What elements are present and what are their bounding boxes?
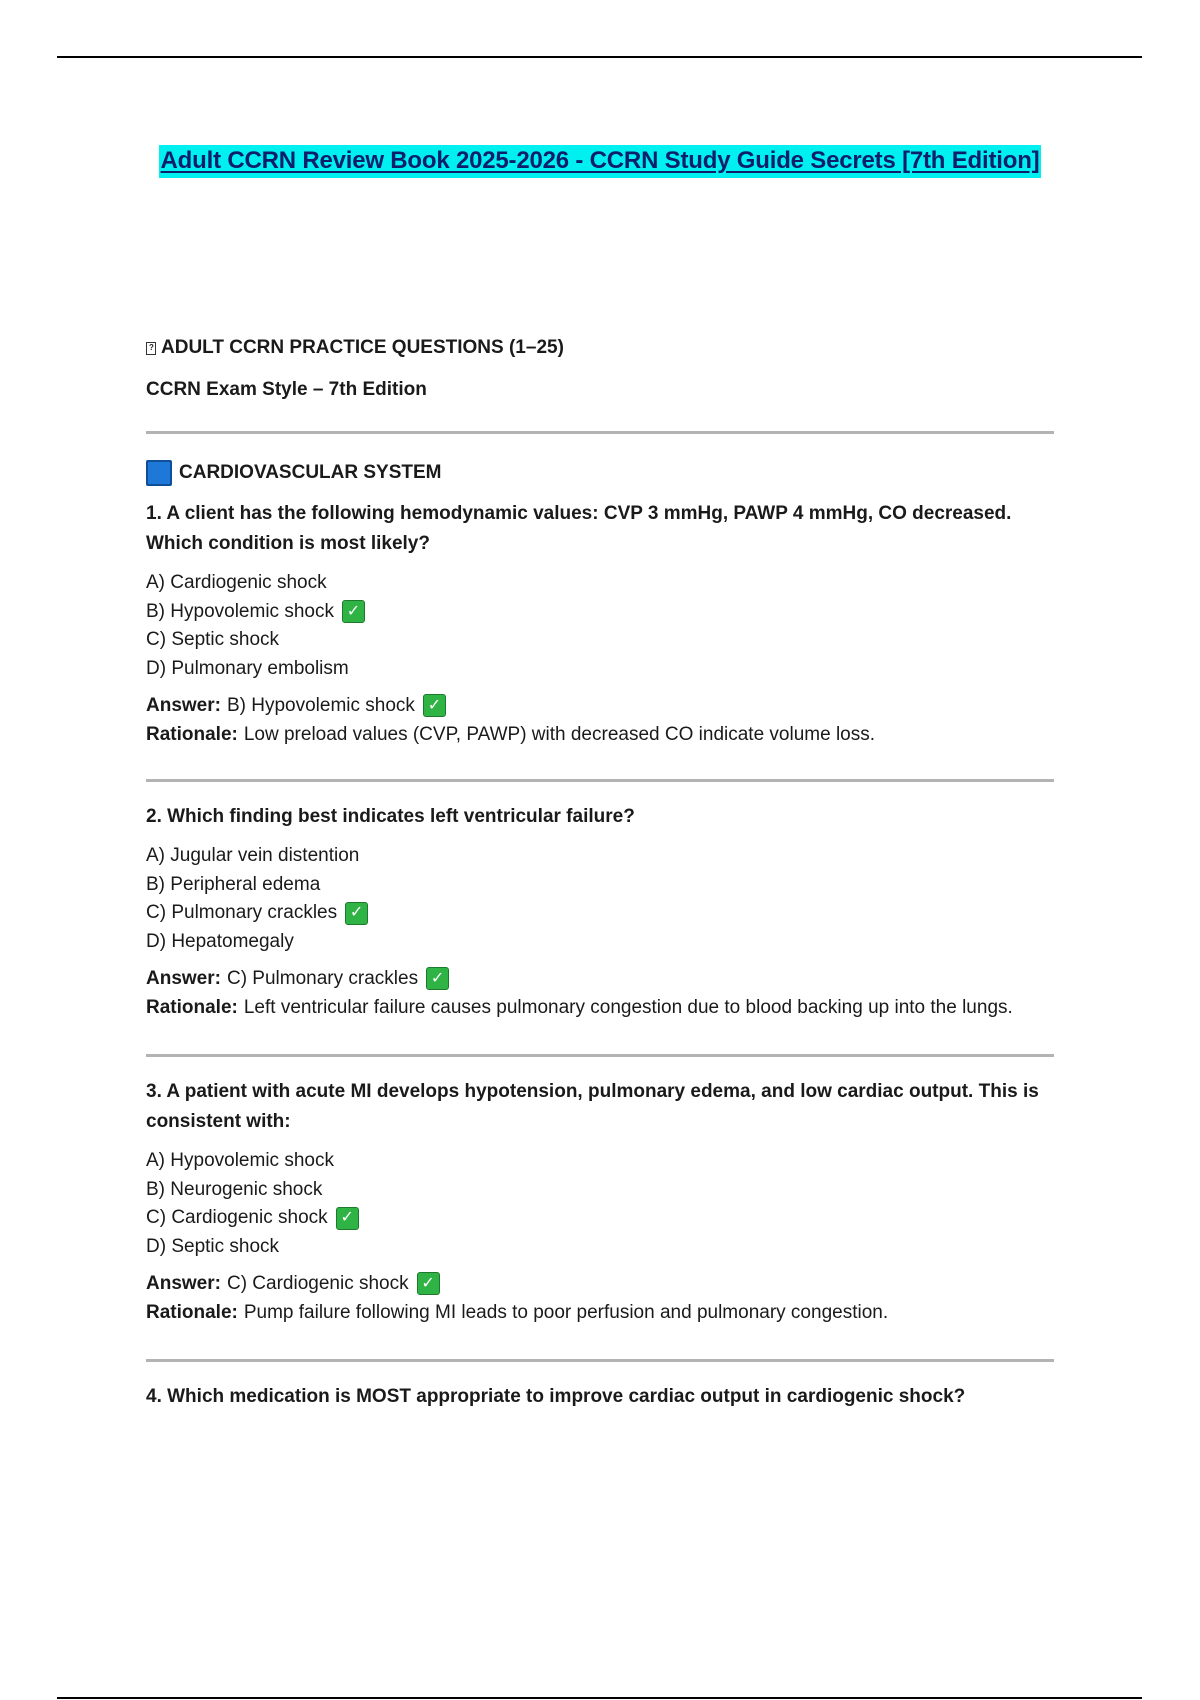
answer-line bbox=[146, 691, 1056, 720]
rationale-line bbox=[146, 1298, 1056, 1327]
title-container bbox=[0, 145, 1200, 178]
check-mark-button-icon: ✓ bbox=[336, 1207, 359, 1230]
option-text: C) Cardiogenic shock bbox=[146, 1207, 328, 1228]
document-content bbox=[146, 335, 1056, 1412]
practice-questions-heading bbox=[146, 335, 1056, 361]
question-1-answer-block bbox=[146, 691, 1056, 749]
rationale-label: Rationale: bbox=[146, 724, 238, 745]
option-correct bbox=[146, 1204, 1056, 1233]
option-text: A) Cardiogenic shock bbox=[146, 572, 327, 593]
option bbox=[146, 1176, 1056, 1205]
option-text: B) Peripheral edema bbox=[146, 873, 321, 895]
option-text: B) Hypovolemic shock bbox=[146, 600, 334, 622]
rationale-text: Pump failure following MI leads to poor perfusion and pulmonary congestion. bbox=[243, 1302, 889, 1323]
question-3-answer-block bbox=[146, 1269, 1056, 1327]
option-correct bbox=[146, 899, 1056, 928]
option bbox=[146, 928, 1056, 957]
option bbox=[146, 1233, 1056, 1262]
option bbox=[146, 871, 1056, 900]
option bbox=[146, 569, 1056, 598]
answer-label: Answer: bbox=[146, 1273, 221, 1294]
missing-glyph-icon bbox=[146, 342, 156, 355]
document-title: Adult CCRN Review Book 2025-2026 - CCRN Study Guide Secrets [7th Edition] bbox=[159, 145, 1042, 178]
option-text: C) Pulmonary crackles bbox=[146, 902, 338, 923]
option bbox=[146, 655, 1056, 684]
bottom-rule bbox=[57, 1697, 1142, 1699]
rationale-line bbox=[146, 993, 1056, 1022]
option-text: D) Pulmonary embolism bbox=[146, 657, 349, 679]
option-text: D) Hepatomegaly bbox=[146, 930, 294, 952]
check-mark-button-icon: ✓ bbox=[345, 902, 368, 925]
separator bbox=[146, 431, 1054, 434]
check-mark-button-icon: ✓ bbox=[426, 967, 449, 990]
option-text: A) Jugular vein distention bbox=[146, 845, 360, 866]
rationale-text: Left ventricular failure causes pulmonary congestion due to blood backing up into the lungs. bbox=[243, 997, 1013, 1018]
separator bbox=[146, 779, 1054, 782]
question-4-text: 4. Which medication is MOST appropriate to improve cardiac output in cardiogenic shock? bbox=[146, 1386, 966, 1407]
answer-text: B) Hypovolemic shock bbox=[226, 695, 415, 716]
question-1-options bbox=[146, 569, 1056, 683]
check-mark-button-icon: ✓ bbox=[342, 600, 365, 623]
answer-label: Answer: bbox=[146, 968, 221, 989]
option bbox=[146, 626, 1056, 655]
option-text: D) Septic shock bbox=[146, 1235, 280, 1257]
separator bbox=[146, 1054, 1054, 1057]
question-3-text: 3. A patient with acute MI develops hypotension, pulmonary edema, and low cardiac output. This is consistent with: bbox=[146, 1081, 1039, 1132]
question-2-answer-block bbox=[146, 964, 1056, 1022]
answer-text: C) Cardiogenic shock bbox=[226, 1273, 409, 1294]
option-text: B) Neurogenic shock bbox=[146, 1178, 323, 1200]
answer-line bbox=[146, 1269, 1056, 1298]
heading-text: ADULT CCRN PRACTICE QUESTIONS (1–25) bbox=[161, 337, 564, 358]
blue-square-icon bbox=[146, 460, 172, 486]
separator bbox=[146, 1359, 1054, 1362]
question-3-options bbox=[146, 1147, 1056, 1261]
check-mark-button-icon: ✓ bbox=[423, 694, 446, 717]
option-text: C) Septic shock bbox=[146, 629, 280, 650]
option-correct bbox=[146, 598, 1056, 627]
question-2-options bbox=[146, 842, 1056, 956]
exam-style-subheading: CCRN Exam Style – 7th Edition bbox=[146, 379, 427, 400]
answer-text: C) Pulmonary crackles bbox=[226, 968, 419, 989]
option bbox=[146, 1147, 1056, 1176]
option-text: A) Hypovolemic shock bbox=[146, 1150, 334, 1171]
check-mark-button-icon: ✓ bbox=[417, 1272, 440, 1295]
answer-line bbox=[146, 964, 1056, 993]
question-1-text: 1. A client has the following hemodynamic values: CVP 3 mmHg, PAWP 4 mmHg, CO decreased. Which condition is most likely? bbox=[146, 503, 1012, 554]
section-heading bbox=[146, 458, 1056, 488]
section-title: CARDIOVASCULAR SYSTEM bbox=[179, 462, 442, 483]
option bbox=[146, 842, 1056, 871]
rationale-label: Rationale: bbox=[146, 997, 238, 1018]
question-2-text: 2. Which finding best indicates left ventricular failure? bbox=[146, 806, 635, 827]
rationale-text: Low preload values (CVP, PAWP) with decreased CO indicate volume loss. bbox=[243, 724, 876, 745]
top-rule bbox=[57, 56, 1142, 58]
rationale-label: Rationale: bbox=[146, 1302, 238, 1323]
rationale-line bbox=[146, 720, 1056, 749]
answer-label: Answer: bbox=[146, 695, 221, 716]
